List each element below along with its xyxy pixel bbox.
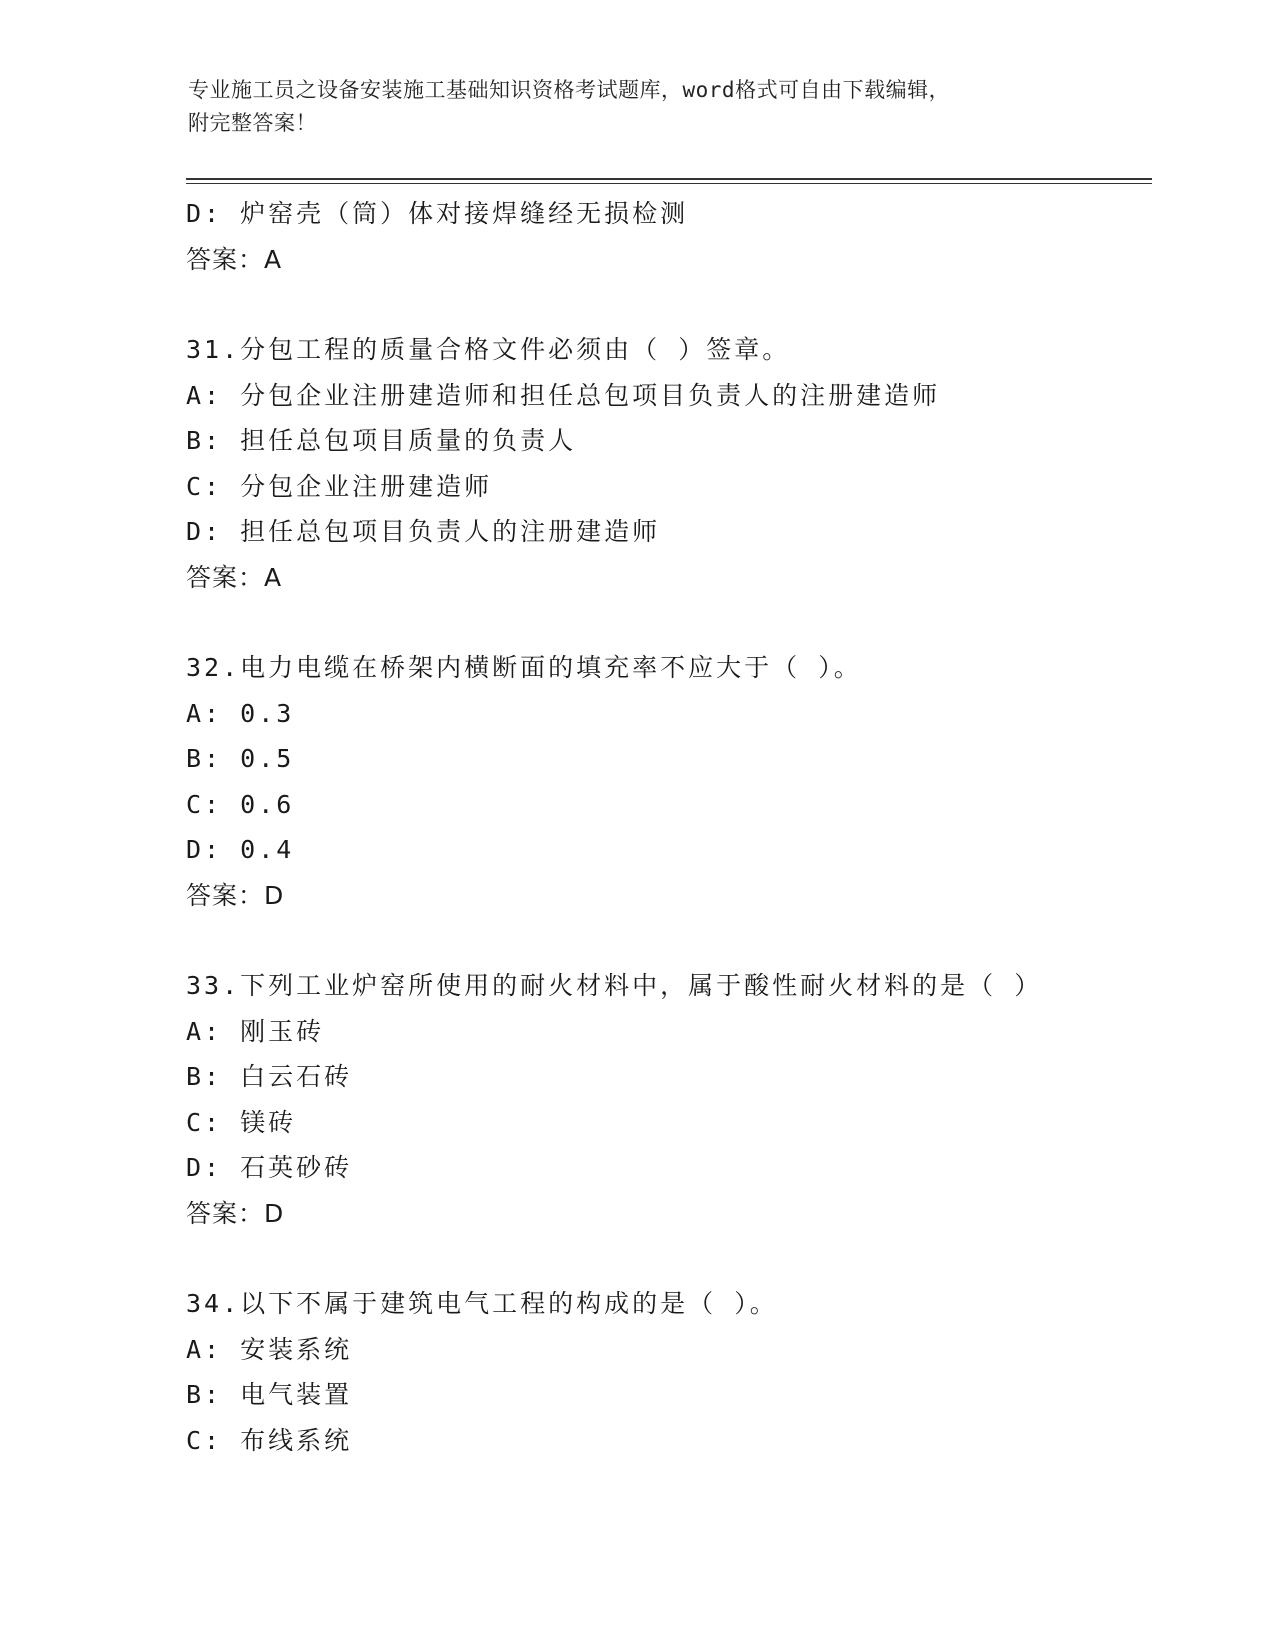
question-stem: 31.分包工程的质量合格文件必须由（ ）签章。 <box>186 335 791 364</box>
option-a: A: 分包企业注册建造师和担任总包项目负责人的注册建造师 <box>186 380 941 410</box>
header-line-2: 附完整答案！ <box>188 111 317 135</box>
answer-line: 答案：A <box>186 244 283 274</box>
option-c: C: 0.6 <box>186 789 295 819</box>
option-b: B: 电气装置 <box>186 1380 353 1409</box>
option-c: C: 镁砖 <box>186 1107 297 1137</box>
answer-line: 答案：D <box>186 1198 285 1228</box>
question-block-32 <box>186 645 1166 918</box>
option-b: B: 白云石砖 <box>186 1062 353 1091</box>
spacer <box>186 918 1166 963</box>
spacer <box>186 600 1166 645</box>
option-d: D: 炉窑壳（筒）体对接焊缝经无损检测 <box>186 199 689 228</box>
option-d: D: 担任总包项目负责人的注册建造师 <box>186 517 661 546</box>
option-a: A: 刚玉砖 <box>186 1016 325 1046</box>
option-c: C: 布线系统 <box>186 1425 353 1455</box>
question-block-partial <box>186 191 1166 282</box>
spacer <box>186 282 1166 327</box>
question-list <box>186 191 1166 1463</box>
spacer <box>186 1236 1166 1281</box>
answer-line: 答案：A <box>186 562 283 592</box>
header-line-1: 专业施工员之设备安装施工基础知识资格考试题库，word格式可自由下载编辑， <box>188 78 951 102</box>
option-a: A: 安装系统 <box>186 1334 353 1364</box>
question-block-31 <box>186 327 1166 600</box>
option-a: A: 0.3 <box>186 698 295 728</box>
option-b: B: 0.5 <box>186 744 295 773</box>
document-header <box>188 74 1068 140</box>
header-divider-top <box>186 178 1152 180</box>
option-d: D: 0.4 <box>186 835 295 864</box>
header-divider-bottom <box>186 183 1152 184</box>
option-c: C: 分包企业注册建造师 <box>186 471 493 501</box>
question-block-34 <box>186 1281 1166 1463</box>
question-stem: 34.以下不属于建筑电气工程的构成的是（ ）。 <box>186 1289 778 1318</box>
question-block-33 <box>186 963 1166 1236</box>
answer-line: 答案：D <box>186 880 285 910</box>
question-stem: 33.下列工业炉窑所使用的耐火材料中，属于酸性耐火材料的是（ ） <box>186 971 1043 1000</box>
option-d: D: 石英砂砖 <box>186 1153 353 1182</box>
option-b: B: 担任总包项目质量的负责人 <box>186 426 577 455</box>
question-stem: 32.电力电缆在桥架内横断面的填充率不应大于（ ）。 <box>186 653 862 682</box>
